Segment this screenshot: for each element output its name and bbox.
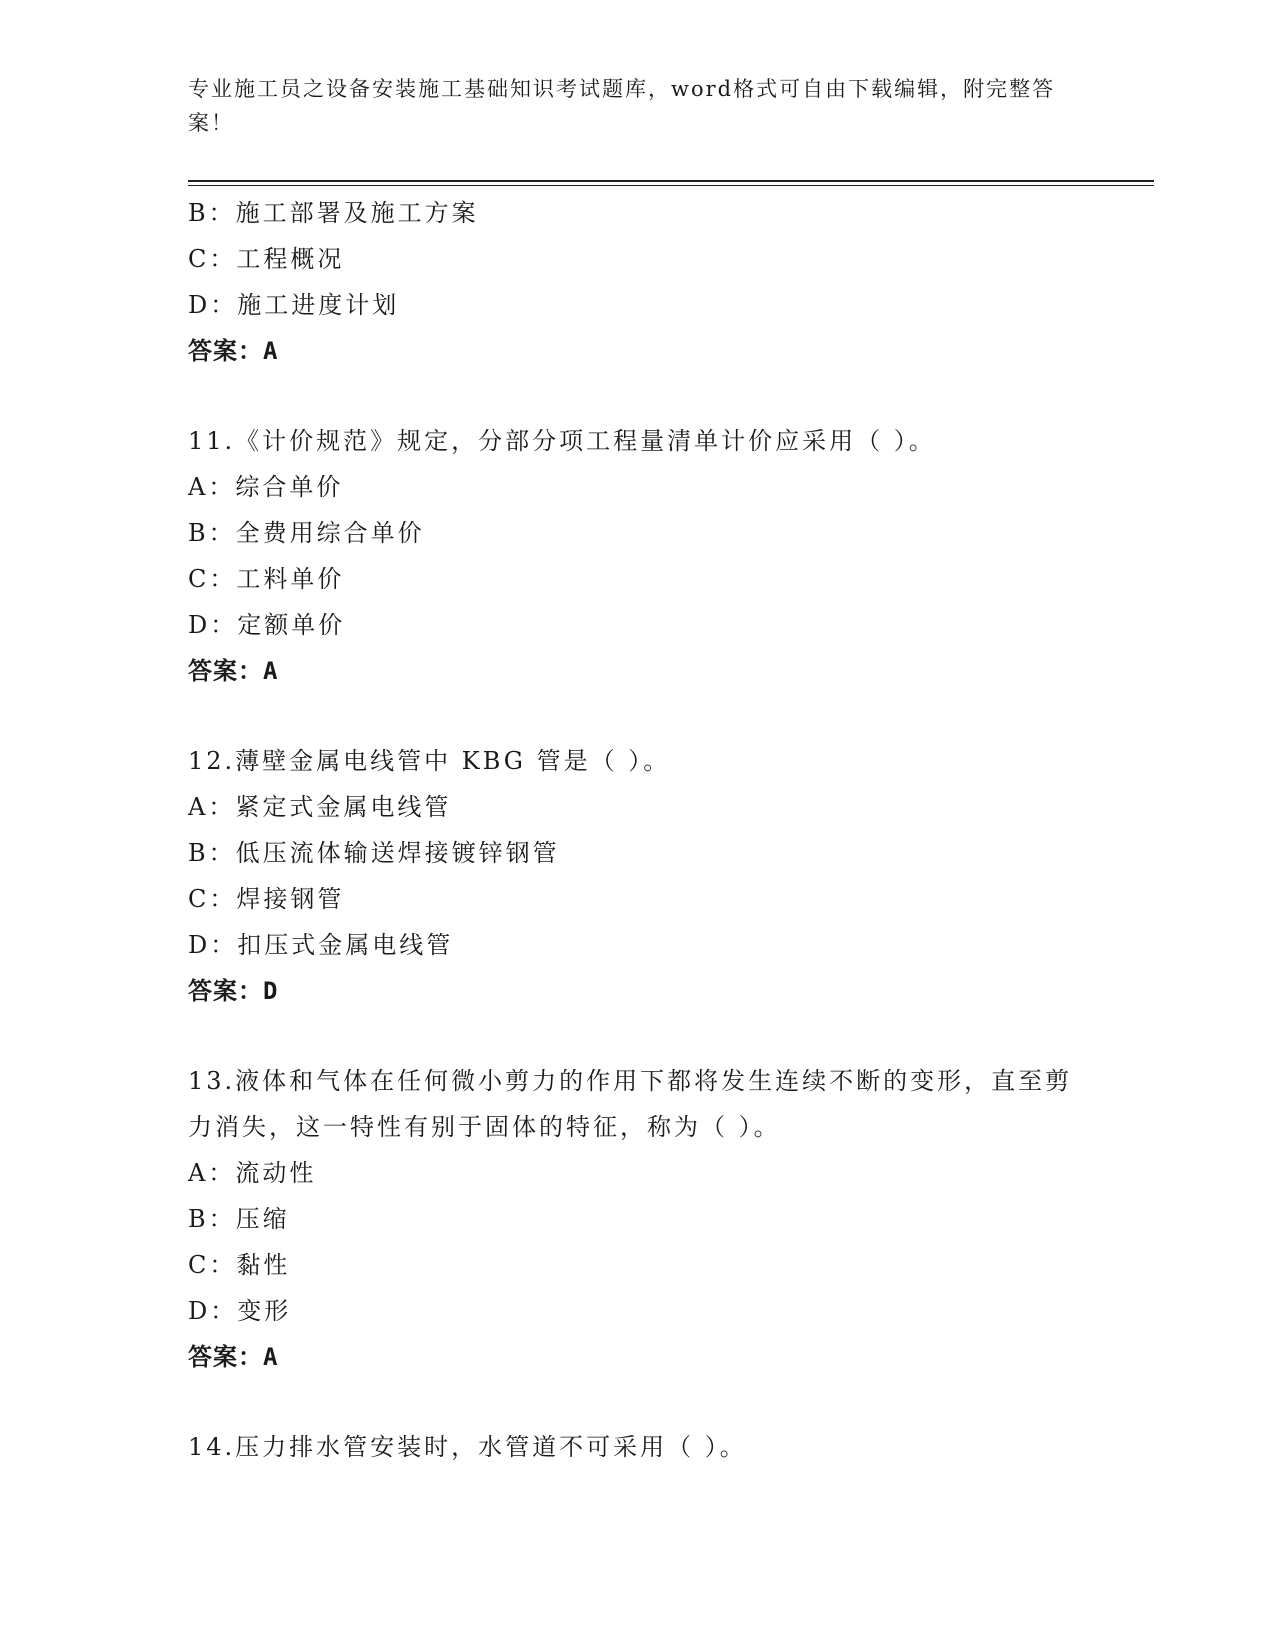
answer-line: 答案：A — [188, 657, 279, 685]
question-stem: 13.液体和气体在任何微小剪力的作用下都将发生连续不断的变形，直至剪力消失，这一特性有别于固体的特征，称为（ ）。 — [188, 1067, 1073, 1141]
option-a: A：综合单价 — [188, 473, 344, 501]
header-rule-thin — [188, 185, 1154, 186]
option-d: D：定额单价 — [188, 611, 346, 639]
question-stem: 12.薄壁金属电线管中 KBG 管是（ ）。 — [188, 747, 671, 775]
answer-line: 答案：A — [188, 337, 279, 365]
option-d: D：施工进度计划 — [188, 291, 400, 319]
option-a: A：流动性 — [188, 1159, 317, 1187]
question-list — [188, 190, 1088, 1470]
option-b: B：施工部署及施工方案 — [188, 199, 479, 227]
answer-line: 答案：A — [188, 1343, 279, 1371]
option-c: C：工程概况 — [188, 245, 345, 273]
question-block-13 — [188, 1058, 1088, 1380]
option-c: C：黏性 — [188, 1251, 291, 1279]
question-block-14 — [188, 1424, 1088, 1470]
option-d: D：扣压式金属电线管 — [188, 931, 454, 959]
document-header: 专业施工员之设备安装施工基础知识考试题库，word格式可自由下载编辑，附完整答案！ — [188, 77, 1056, 135]
header-rule-thick — [188, 180, 1154, 182]
question-block-prev — [188, 190, 1088, 374]
question-block-11 — [188, 418, 1088, 694]
question-stem: 14.压力排水管安装时，水管道不可采用（ ）。 — [188, 1433, 747, 1461]
question-stem: 11.《计价规范》规定，分部分项工程量清单计价应采用（ ）。 — [188, 427, 936, 455]
option-d: D：变形 — [188, 1297, 292, 1325]
option-b: B：压缩 — [188, 1205, 290, 1233]
option-c: C：焊接钢管 — [188, 885, 345, 913]
answer-line: 答案：D — [188, 977, 279, 1005]
option-a: A：紧定式金属电线管 — [188, 793, 452, 821]
option-c: C：工料单价 — [188, 565, 345, 593]
option-b: B：全费用综合单价 — [188, 519, 425, 547]
question-block-12 — [188, 738, 1088, 1014]
option-b: B：低压流体输送焊接镀锌钢管 — [188, 839, 560, 867]
